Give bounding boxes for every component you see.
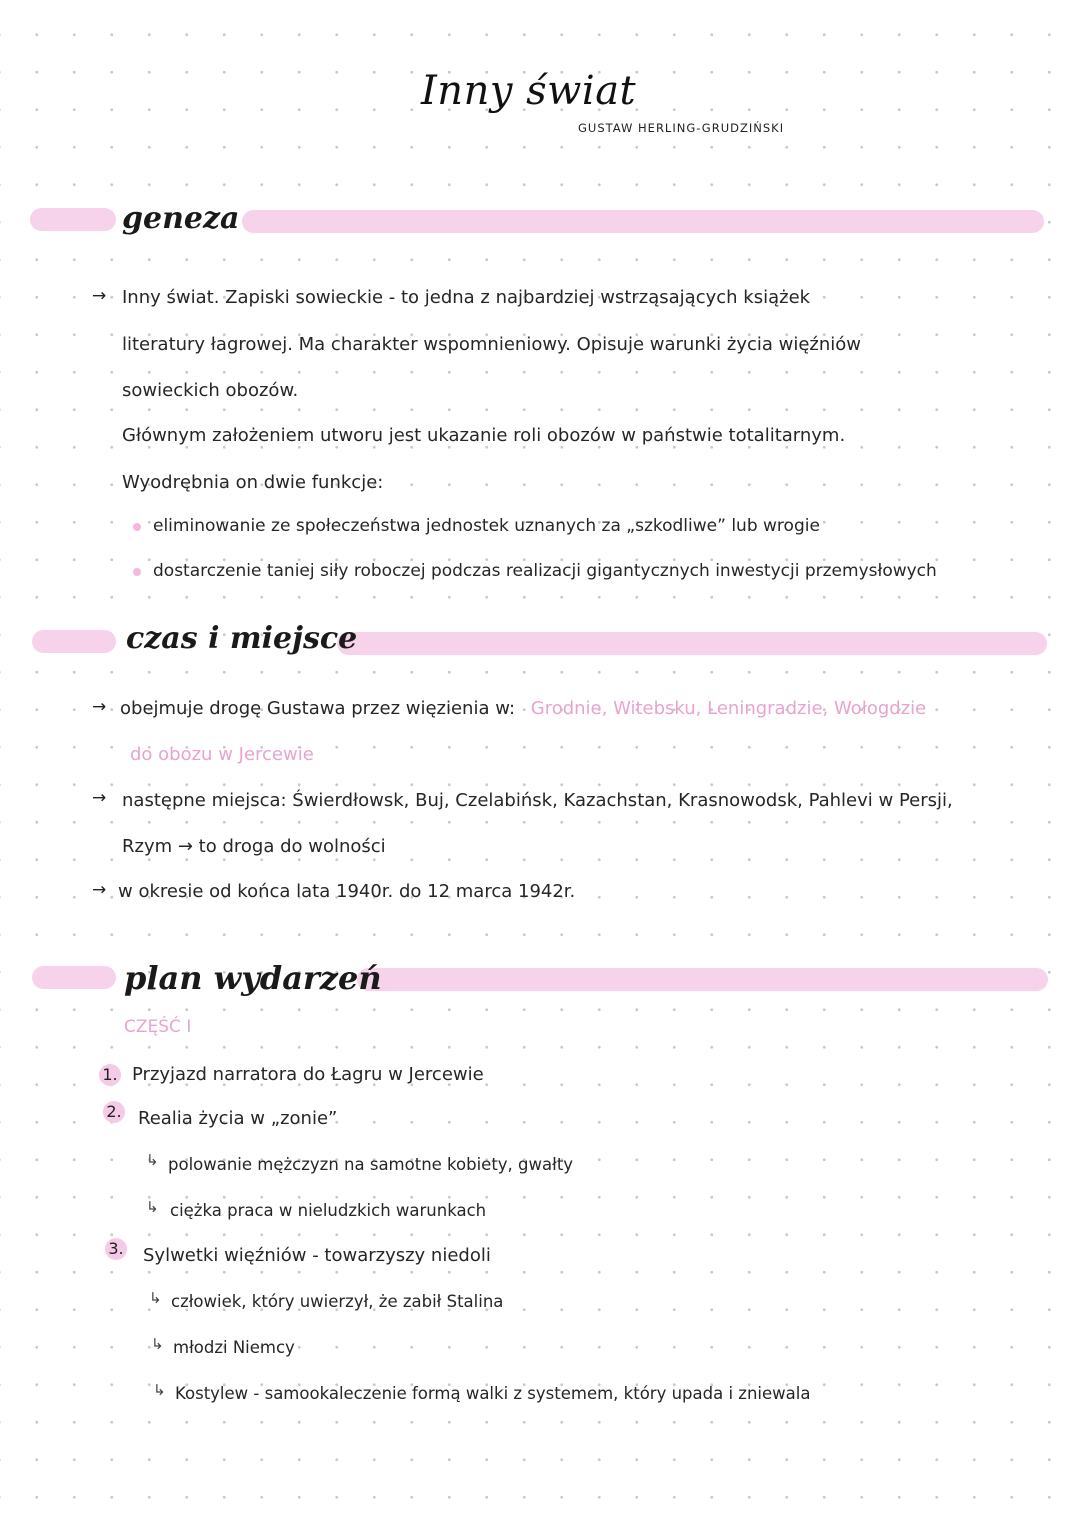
- heading-band-right: [242, 210, 1044, 233]
- heading-band-left: [32, 630, 116, 653]
- heading-band-right: [357, 968, 1048, 991]
- geneza-bullet-1: eliminowanie ze społeczeństwa jednostek uznanych za „szkodliwe” lub wrogie: [153, 516, 820, 536]
- sub-arrow-icon: ↳: [146, 1198, 159, 1216]
- plan-subitem: Kostylew - samookaleczenie formą walki z systemem, który upada i zniewala: [175, 1384, 811, 1403]
- heading-czas-i-miejsce: czas i miejsce: [126, 621, 358, 656]
- heading-band-right: [337, 632, 1047, 655]
- plan-item-1: Przyjazd narratora do Łagru w Jercewie: [132, 1064, 484, 1085]
- heading-plan-wydarzen: plan wydarzeń: [124, 959, 382, 997]
- sub-arrow-icon: ↳: [146, 1151, 159, 1169]
- bullet-dot: [133, 523, 141, 531]
- plan-subitem: człowiek, który uwierzył, że zabił Stalina: [171, 1292, 504, 1311]
- list-number: 3.: [105, 1238, 127, 1260]
- sub-arrow-icon: ↳: [149, 1289, 162, 1307]
- arrow-icon: →: [92, 788, 107, 808]
- list-number: 2.: [103, 1101, 125, 1123]
- part-label: CZĘŚĆ I: [124, 1017, 192, 1037]
- list-number: 1.: [99, 1064, 121, 1086]
- heading-band-left: [30, 208, 116, 231]
- bullet-dot: [133, 568, 141, 576]
- plan-subitem: ciężka praca w nieludzkich warunkach: [170, 1201, 487, 1220]
- geneza-line-1: Inny świat. Zapiski sowieckie - to jedna z najbardziej wstrząsających książek: [122, 287, 811, 308]
- geneza-line-4: Głównym założeniem utworu jest ukazanie roli obozów w państwie totalitarnym.: [122, 425, 846, 446]
- arrow-icon: →: [92, 286, 107, 306]
- czas-line-3: następne miejsca: Świerdłowsk, Buj, Czelabińsk, Kazachstan, Krasnowodsk, Pahlevi w Persji,: [122, 790, 953, 811]
- geneza-bullet-2: dostarczenie taniej siły roboczej podczas realizacji gigantycznych inwestycji przemysłowych: [153, 561, 937, 581]
- heading-geneza: geneza: [122, 201, 240, 236]
- page-title: Inny świat: [421, 68, 637, 114]
- geneza-line-2: literatury łagrowej. Ma charakter wspomnieniowy. Opisuje warunki życia więźniów: [122, 334, 862, 355]
- sub-arrow-icon: ↳: [153, 1381, 166, 1399]
- heading-band-left: [32, 966, 116, 989]
- arrow-icon: →: [92, 880, 107, 900]
- arrow-icon: →: [92, 697, 107, 717]
- geneza-line-3: sowieckich obozów.: [122, 380, 299, 401]
- plan-item-2: Realia życia w „zonie”: [138, 1108, 338, 1129]
- czas-line-2: do obozu w Jercewie: [130, 744, 314, 765]
- author-name: GUSTAW HERLING-GRUDZIŃSKI: [578, 121, 785, 135]
- plan-item-3: Sylwetki więźniów - towarzyszy niedoli: [143, 1245, 491, 1266]
- czas-line-1-text: obejmuje drogę Gustawa przez więzienia w:: [120, 698, 516, 719]
- czas-places: Grodnie, Witebsku, Leningradzie, Wołogdzie: [530, 698, 927, 719]
- sub-arrow-icon: ↳: [151, 1335, 164, 1353]
- plan-subitem: polowanie mężczyzn na samotne kobiety, gwałty: [168, 1155, 574, 1174]
- czas-line-4: Rzym → to droga do wolności: [122, 836, 386, 857]
- geneza-line-5: Wyodrębnia on dwie funkcje:: [122, 472, 384, 493]
- czas-line-5: w okresie od końca lata 1940r. do 12 marca 1942r.: [118, 881, 576, 902]
- czas-line-1: [120, 698, 926, 719]
- plan-subitem: młodzi Niemcy: [173, 1338, 295, 1357]
